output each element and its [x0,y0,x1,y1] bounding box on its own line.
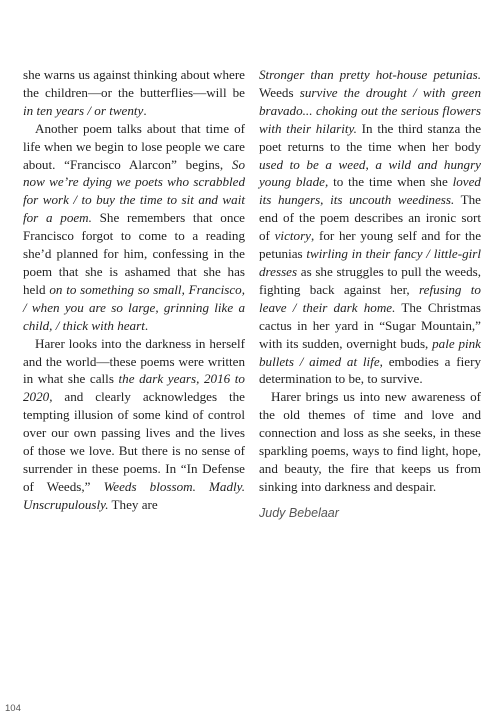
text-run: as she struggles to pull the weeds, fighting back against her, [259,263,481,297]
text-run: . [143,102,147,118]
text-run: She remembers that once Francisco forgot to come to a reading she’d planned for him, confessing in the poem that she is ashamed that she has held [23,210,245,297]
italic-quote: So now we’re dying we poets who scrabbled for work / to buy the time to sit and wait for a poem. [23,156,245,226]
page-number: 104 [5,703,21,714]
text-run: embodies a fiery determination to be, to survive. [259,353,481,387]
text-run: Harer looks into the darkness in herself and the world—these poems were written in what she calls [23,335,245,387]
italic-quote: victory [274,228,311,244]
text-run: she warns us against thinking about where the children—or the butterflies—will be [23,67,245,100]
text-run: In the third stanza the poet returns to the time when her body [259,120,482,154]
text-run: Another poem talks about that time of life when we begin to lose people we care about. “Francisco Alarcon” begins, [23,120,245,172]
italic-quote: the dark years, 2016 to 2020, [23,371,245,405]
paragraph-5 [259,388,481,495]
text-run: The Christmas cactus in her yard in “Sugar Mountain,” with its sudden, overnight buds, [259,299,481,351]
italic-quote: survive the drought / with green bravado... choking out the serious flowers with their hilarity. [259,84,481,136]
text-run: , for her young self and for the petunias [259,228,482,262]
paragraph-4 [259,66,481,388]
text-run: Harer brings us into new awareness of the old themes of time and love and connection and loss as she seeks, in these sparkling poems, ways to find light, hope, and beauty, the fire that keeps us from sinking into darkness and despair. [259,389,481,494]
italic-quote: refusing to leave / their dark home. [259,281,481,315]
text-run: They are [108,496,158,512]
italic-quote: in ten years / or twenty [23,102,144,118]
italic-quote: pale pink bullets / aimed at life, [259,335,481,369]
italic-quote: twirling in their fancy / little-girl dresses [259,246,481,279]
text-run: Weeds [259,84,300,100]
text-run: and clearly acknowledges the tempting illusion of some kind of control over our own passing lives and the lives of those we love. But there is no sense of surrender in these poems. In “In Defense of Weeds,” [23,389,245,494]
italic-quote: Stronger than pretty hot-house petunias. [259,67,481,82]
text-run: The end of the poem describes an ironic sort of [259,192,481,244]
paragraph-2 [23,120,245,335]
italic-quote: loved its hungers, its uncouth weediness. [259,174,481,208]
italic-quote: Weeds blossom. Madly. Unscrupulously. [23,478,245,512]
author-signature: Judy Bebelaar [259,505,339,520]
italic-quote: used to be a weed, a wild and hungry young blade, [259,156,481,190]
text-run: . [144,317,149,333]
left-column [23,66,245,514]
paragraph-3 [23,335,245,514]
right-column [259,66,481,523]
text-run: to the time when she [328,174,453,190]
italic-quote: on to something so small, Francisco, / when you are so large, grinning like a child, / thick with heart [23,281,245,333]
paragraph-1 [23,66,245,120]
